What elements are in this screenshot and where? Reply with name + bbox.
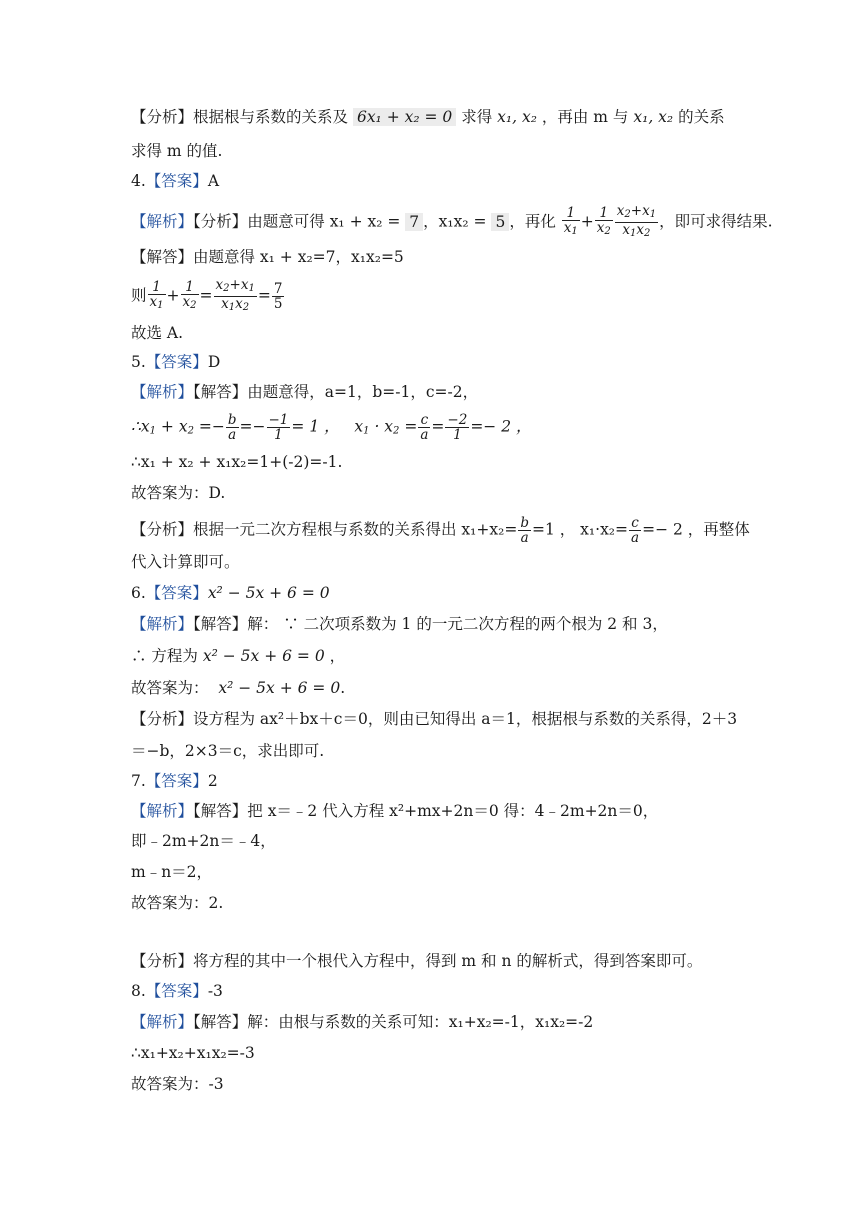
fraction: $\frac{x_2+x_1}{x_1x_2}$ [215,277,255,313]
question-number: 8. [131,982,146,1000]
math: x₁, x₂ [497,108,537,126]
fraction: $\frac{c}{a}$ [420,412,429,443]
jiexi-tag: 【解析】 [131,1013,194,1031]
fraction: $\frac{-1}{1}$ [268,412,289,443]
text: 求得 [461,108,493,126]
answer-tag: 【答案】 [145,172,208,190]
text: 【解答】把 x＝﹣2 代入方程 x²+mx+2n＝0 得：4﹣2m+2n＝0， [193,802,659,820]
q8-answer [131,980,223,1002]
q5-analysis [131,516,750,545]
jiexi-tag: 【解析】 [131,802,194,820]
text: 故答案为： [131,679,209,697]
answer: A [207,172,220,190]
text: 则 [131,286,147,305]
answer-tag: 【答案】 [145,982,208,1000]
answer: x² − 5x + 6 = 0 [207,584,330,602]
text: . [340,679,346,697]
answer-tag: 【答案】 [145,353,208,371]
q5-formula: $\therefore x_1 + x_2$ =− $\frac{b}{a}$ =− $\frac{-1}{1}$ = 1 ， $x_1 \cdot x_2$ = $\frac{c}{a}$ = $\frac{-2}{1}$ =− 2 ， [131,412,532,443]
fraction: $\frac{7}{5}$ [273,281,283,312]
text: 【解答】解： ∵ 二次项系数为 1 的一元二次方程的两个根为 2 和 3， [193,615,668,633]
fraction: $\frac{1}{x_2}$ [596,205,611,237]
jiexi-tag: 【解析】 [131,383,194,401]
fraction: $\frac{-2}{1}$ [447,412,468,443]
analysis-line-1 [131,106,725,128]
answer: D [207,353,221,371]
text: ，再由 m 与 [541,108,629,126]
answer-tag: 【答案】 [145,772,208,790]
q5-line-4: 故答案为：D. [131,484,226,502]
answer-tag: 【答案】 [145,584,208,602]
q5-explain [131,381,478,403]
text: 的关系 [678,108,725,126]
q6-analysis-2: ＝−b，2×3＝c，求出即可. [131,742,325,760]
q8-line-3: 故答案为：-3 [131,1075,224,1093]
q5-line-3: ∴x₁ + x₂ + x₁x₂=1+(-2)=-1. [131,453,343,471]
answer: -3 [207,982,223,1000]
q6-line-2 [131,645,345,667]
math: x² − 5x + 6 = 0 [218,679,341,697]
q7-answer [131,770,218,792]
q6-explain [131,613,668,635]
q8-line-2: ∴x₁+x₂+x₁x₂=-3 [131,1044,255,1062]
equation-box: 6x₁ + x₂ = 0 [353,108,456,126]
text: 【解答】由题意得，a=1，b=-1，c=-2， [193,383,479,401]
question-number: 5. [131,353,146,371]
q6-line-3 [131,677,345,699]
q6-analysis: 【分析】设方程为 ax²＋bx＋c＝0，则由已知得出 a＝1，根据根与系数的关系得，2＋3 [131,710,738,728]
math: x² − 5x + 6 = 0 [202,647,325,665]
fraction: $\frac{c}{a}$ [631,515,640,546]
q7-line-3: m﹣n＝2， [131,863,213,881]
fraction: $\frac{1}{x_2}$ [182,279,197,311]
question-number: 4. [131,172,146,190]
q4-choice: 故选 A. [131,324,184,342]
fraction: $\frac{b}{a}$ [520,515,529,546]
q8-explain [131,1011,593,1033]
text: 【分析】根据根与系数的关系及 [131,108,349,126]
q5-analysis-2: 代入计算即可。 [131,553,240,571]
text: 【分析】由题意可得 x₁ + x₂ = [193,212,401,231]
value-box: 7 [405,213,423,231]
text: =1 ， x₁·x₂= [531,520,629,539]
question-number: 7. [131,772,146,790]
text: 【解答】解：由根与系数的关系可知：x₁+x₂=-1，x₁x₂=-2 [193,1013,594,1031]
q6-answer [131,582,330,604]
q4-explain: 【解析】【分析】由题意可得 x₁ + x₂ = 7 ，x₁x₂ = 5 ，再化 $\frac{1}{x_1}$ + $\frac{1}{x_2}$ $\frac{x_2+x_1}{x_1x_2}$ ，即可求得结果. [131,203,773,239]
q4-formula: 则 $\frac{1}{x_1}$ + $\frac{1}{x_2}$ = $\frac{x_2+x_1}{x_1x_2}$ = $\frac{7}{5}$ [131,277,283,313]
text: ，再化 [509,212,556,231]
q7-analysis: 【分析】将方程的其中一个根代入方程中，得到 m 和 n 的解析式，得到答案即可。 [131,952,703,970]
q4-solution: 【解答】由题意得 x₁ + x₂=7，x₁x₂=5 [131,248,404,266]
math: x₁, x₂ [633,108,674,126]
answer: 2 [207,772,218,790]
jiexi-tag: 【解析】 [131,212,194,231]
text: ，即可求得结果. [659,212,773,231]
jiexi-tag: 【解析】 [131,615,194,633]
q7-line-4: 故答案为：2. [131,894,224,912]
question-number: 6. [131,584,146,602]
fraction: $\frac{1}{x_1}$ [563,205,578,237]
value-box: 5 [491,213,509,231]
q4-answer [131,170,219,192]
q7-explain [131,800,658,822]
text: =− 2 ，再整体 [642,520,750,539]
text: ，x₁x₂ = [423,212,487,231]
fraction: $\frac{1}{x_1}$ [149,279,164,311]
text: ∴ 方程为 [131,647,198,665]
fraction: $\frac{b}{a}$ [227,412,237,443]
text: ， [329,647,346,665]
q7-line-2: 即﹣2m+2n＝﹣4， [131,832,276,850]
text: 【分析】根据一元二次方程根与系数的关系得出 x₁+x₂= [131,520,518,539]
analysis-line-2: 求得 m 的值. [131,142,223,160]
fraction: $\frac{x_2+x_1}{x_1x_2}$ [616,203,657,239]
q5-answer [131,351,220,373]
